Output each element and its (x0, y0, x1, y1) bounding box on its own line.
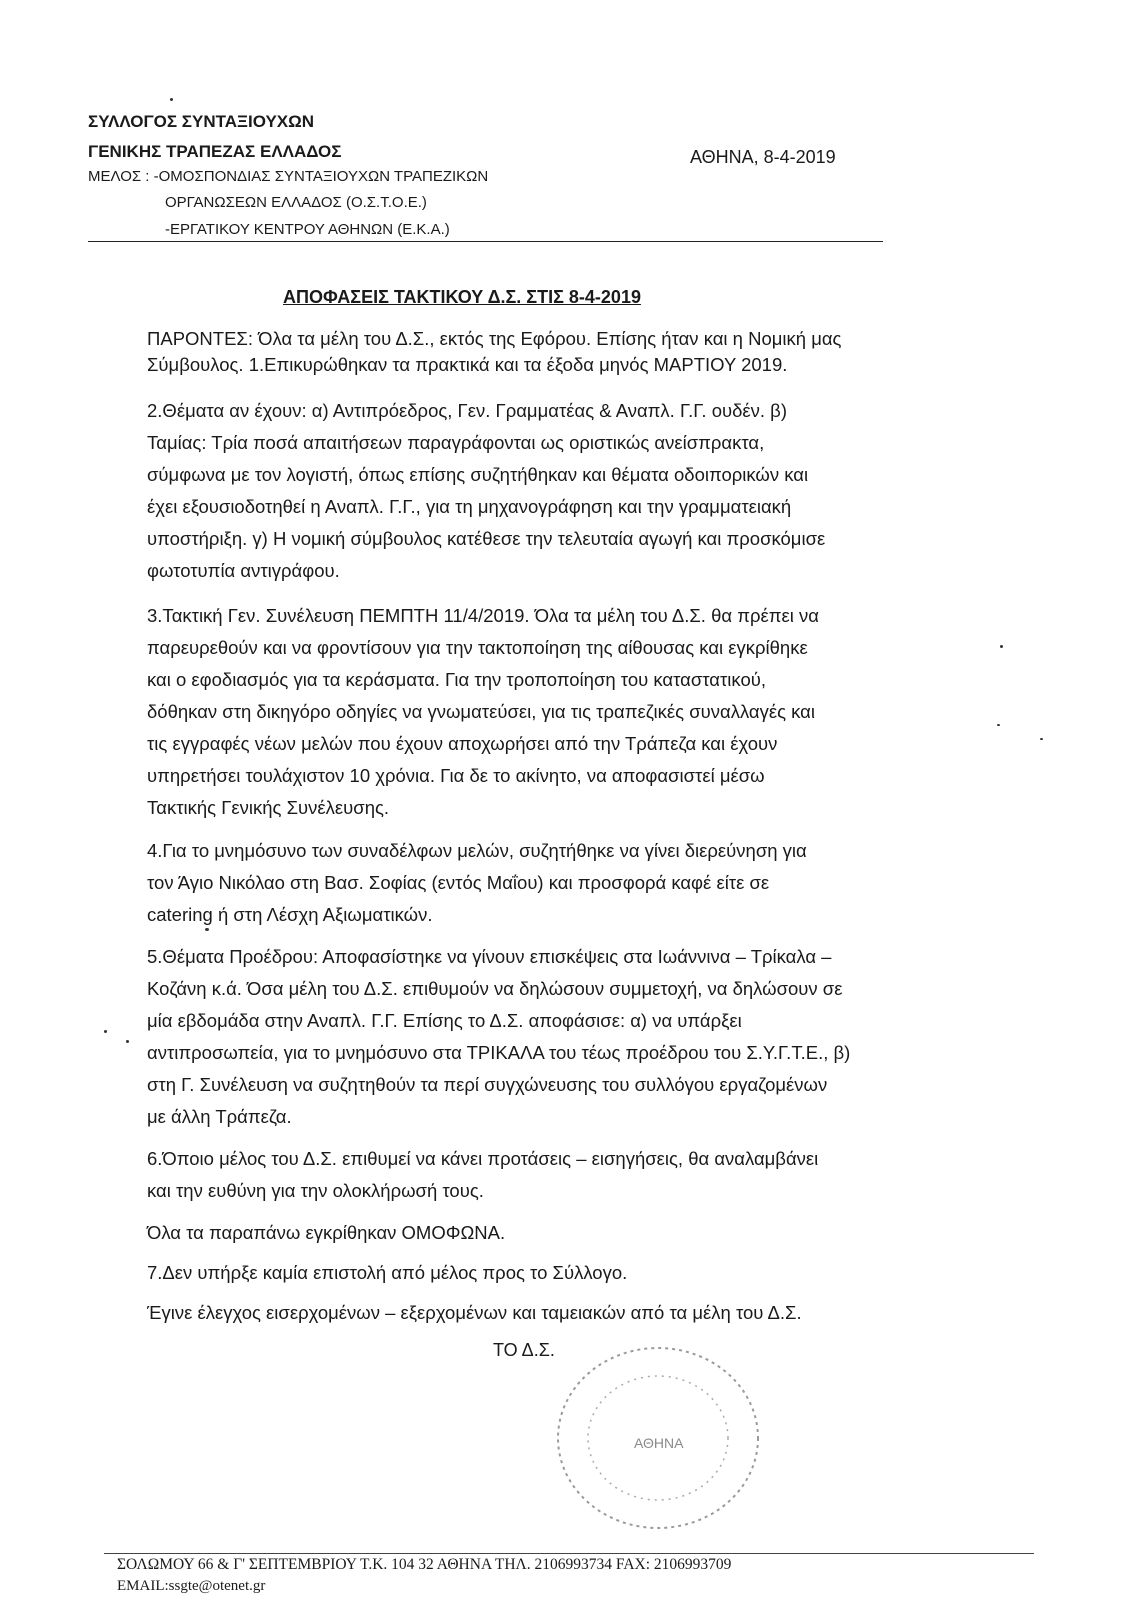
body-line: μία εβδομάδα στην Αναπλ. Γ.Γ. Επίσης το Δ.Σ. αποφάσισε: α) να υπάρξει (147, 1010, 742, 1031)
document-date: ΑΘΗΝΑ, 8-4-2019 (690, 147, 836, 167)
scan-speck (997, 724, 1000, 726)
seal-stamp (548, 1338, 768, 1538)
footer-address: ΣΟΛΩΜΟΥ 66 & Γ' ΣΕΠΤΕΜΒΡΙΟΥ Τ.Κ. 104 32 ΑΘΗΝΑ ΤΗΛ. 2106993734 FAX: 2106993709 (117, 1556, 732, 1573)
body-line: 3.Τακτική Γεν. Συνέλευση ΠΕΜΠΤΗ 11/4/2019. Όλα τα μέλη του Δ.Σ. θα πρέπει να (147, 605, 819, 626)
body-line: στη Γ. Συνέλευση να συζητηθούν τα περί συγχώνευσης του συλλόγου εργαζομένων (147, 1074, 828, 1095)
footer-email: EMAIL:ssgte@otenet.gr (117, 1578, 266, 1594)
body-line: παρευρεθούν και να φροντίσουν για την τακτοποίηση της αίθουσας και εγκρίθηκε (147, 637, 808, 658)
seal-stamp-text: ΑΘΗΝΑ (634, 1435, 684, 1451)
footer-divider (104, 1553, 1034, 1554)
body-line: Τακτικής Γενικής Συνέλευσης. (147, 797, 390, 818)
scan-speck (1040, 738, 1043, 740)
body-line: αντιπροσωπεία, για το μνημόσυνο στα ΤΡΙΚΑΛΑ του τέως προέδρου του Σ.Υ.Γ.Τ.Ε., β) (147, 1042, 851, 1063)
body-line: 6.Όποιο μέλος του Δ.Σ. επιθυμεί να κάνει προτάσεις – εισηγήσεις, θα αναλαμβάνει (147, 1148, 819, 1169)
signature-label: ΤΟ Δ.Σ. (493, 1340, 555, 1360)
member-line1: ΜΕΛΟΣ : -ΟΜΟΣΠΟΝΔΙΑΣ ΣΥΝΤΑΞΙΟΥΧΩΝ ΤΡΑΠΕΖΙΚΩΝ (88, 168, 489, 185)
document-title: ΑΠΟΦΑΣΕΙΣ ΤΑΚΤΙΚΟΥ Δ.Σ. ΣΤΙΣ 8-4-2019 (283, 287, 641, 307)
body-line: Κοζάνη κ.ά. Όσα μέλη του Δ.Σ. επιθυμούν να δηλώσουν συμμετοχή, να δηλώσουν σε (147, 978, 843, 999)
body-line: ΠΑΡΟΝΤΕΣ: Όλα τα μέλη του Δ.Σ., εκτός της Εφόρου. Επίσης ήταν και η Νομική μας (147, 328, 842, 349)
body-line: τις εγγραφές νέων μελών που έχουν αποχωρήσει από την Τράπεζα και έχουν (147, 733, 778, 754)
body-line: 5.Θέματα Προέδρου: Αποφασίστηκε να γίνουν επισκέψεις στα Ιωάννινα – Τρίκαλα – (147, 946, 832, 967)
body-line: έχει εξουσιοδοτηθεί η Αναπλ. Γ.Γ., για τη μηχανογράφηση και την γραμματειακή (147, 496, 792, 517)
body-line: και την ευθύνη για την ολοκλήρωσή τους. (147, 1180, 484, 1201)
member-line3: -ΕΡΓΑΤΙΚΟΥ ΚΕΝΤΡΟΥ ΑΘΗΝΩΝ (Ε.Κ.Α.) (165, 221, 450, 238)
member-line2: ΟΡΓΑΝΩΣΕΩΝ ΕΛΛΑΔΟΣ (Ο.Σ.Τ.Ο.Ε.) (165, 194, 427, 211)
body-line: δόθηκαν στη δικηγόρο οδηγίες να γνωματεύσει, για τις τραπεζικές συναλλαγές και (147, 701, 815, 722)
body-line: φωτοτυπία αντιγράφου. (147, 560, 340, 581)
body-line: και ο εφοδιασμός για τα κεράσματα. Για την τροποποίηση του καταστατικού, (147, 669, 766, 690)
body-line: σύμφωνα με τον λογιστή, όπως επίσης συζητήθηκαν και θέματα οδοιπορικών και (147, 464, 809, 485)
body-line: Ταμίας: Τρία ποσά απαιτήσεων παραγράφονται ως οριστικώς ανείσπρακτα, (147, 432, 765, 453)
scan-speck (126, 1040, 129, 1043)
org-name-line1: ΣΥΛΛΟΓΟΣ ΣΥΝΤΑΞΙΟΥΧΩΝ (88, 112, 315, 131)
body-line: 7.Δεν υπήρξε καμία επιστολή από μέλος προς το Σύλλογο. (147, 1262, 628, 1283)
scan-speck (1000, 645, 1003, 648)
body-line: υπηρετήσει τουλάχιστον 10 χρόνια. Για δε το ακίνητο, να αποφασιστεί μέσω (147, 765, 765, 786)
org-name-line2: ΓΕΝΙΚΗΣ ΤΡΑΠΕΖΑΣ ΕΛΛΑΔΟΣ (88, 142, 342, 161)
body-line: Έγινε έλεγχος εισερχομένων – εξερχομένων και ταμειακών από τα μέλη του Δ.Σ. (147, 1302, 802, 1323)
header-divider (88, 241, 883, 242)
scan-speck (170, 98, 173, 101)
body-line: υποστήριξη. γ) Η νομική σύμβουλος κατέθεσε την τελευταία αγωγή και προσκόμισε (147, 528, 826, 549)
body-line: Σύμβουλος. 1.Επικυρώθηκαν τα πρακτικά και τα έξοδα μηνός ΜΑΡΤΙΟΥ 2019. (147, 354, 788, 375)
scan-speck (104, 1030, 107, 1033)
body-line: 4.Για το μνημόσυνο των συναδέλφων μελών, συζητήθηκε να γίνει διερεύνηση για (147, 840, 807, 861)
body-line: Όλα τα παραπάνω εγκρίθηκαν ΟΜΟΦΩΝΑ. (147, 1222, 506, 1243)
body-line: 2.Θέματα αν έχουν: α) Αντιπρόεδρος, Γεν. Γραμματέας & Αναπλ. Γ.Γ. ουδέν. β) (147, 400, 787, 421)
body-line: catering ή στη Λέσχη Αξιωματικών. (147, 904, 433, 925)
scan-speck (205, 928, 209, 931)
body-line: με άλλη Τράπεζα. (147, 1106, 292, 1127)
body-line: τον Άγιο Νικόλαο στη Βασ. Σοφίας (εντός Μαΐου) και προσφορά καφέ είτε σε (147, 872, 770, 893)
